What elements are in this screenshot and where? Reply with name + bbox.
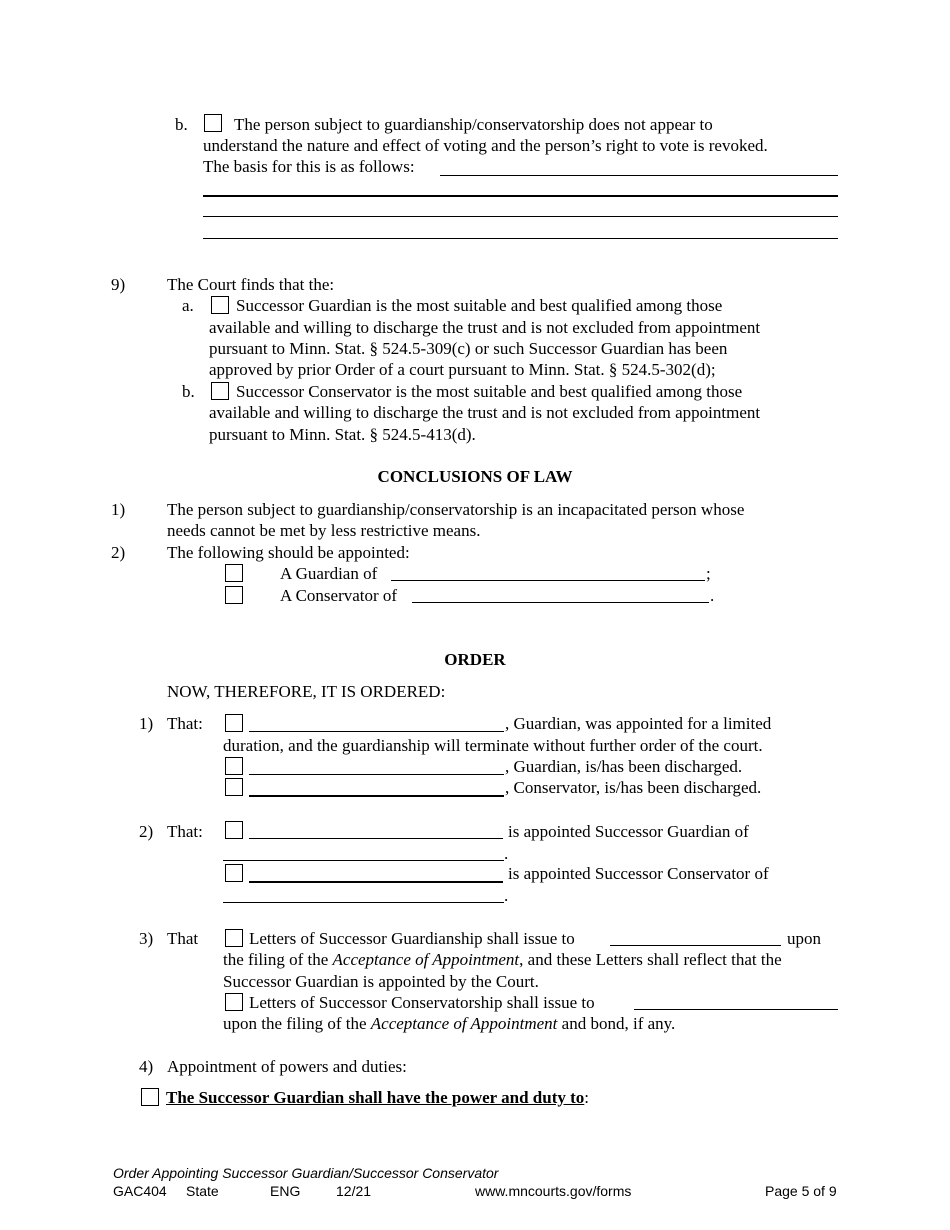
discharged-guardian-name-field[interactable] — [249, 774, 504, 775]
item-9b-line2: available and willing to discharge the trust and is not excluded from appointment — [209, 403, 761, 422]
discharged-conservator-name-field[interactable] — [249, 795, 504, 797]
order-2b-text: is appointed Successor Conservator of — [508, 864, 769, 883]
order-3a-upon: upon — [787, 929, 821, 948]
successor-conservator-suitable-checkbox[interactable] — [211, 382, 229, 400]
letters-guardianship-checkbox[interactable] — [225, 929, 243, 947]
conservator-of-label: A Conservator of — [280, 586, 398, 605]
order-1c-text: , Conservator, is/has been discharged. — [505, 778, 762, 797]
powers-heading-colon: : — [584, 1088, 590, 1107]
successor-conservator-of-field[interactable] — [223, 902, 504, 903]
item-9b-line3: pursuant to Minn. Stat. § 524.5-413(d). — [209, 425, 476, 444]
footer-date: 12/21 — [336, 1183, 372, 1199]
guardian-of-end: ; — [706, 564, 711, 583]
item-9a-marker: a. — [182, 296, 194, 315]
order-4-number: 4) — [139, 1057, 154, 1076]
successor-conservator-appointed-checkbox[interactable] — [225, 864, 243, 882]
guardian-of-field[interactable] — [391, 580, 705, 581]
footer-page-number: Page 5 of 9 — [765, 1183, 837, 1199]
successor-guardian-name-field[interactable] — [249, 838, 503, 839]
order-3a-line3: Successor Guardian is appointed by the Court. — [223, 972, 539, 991]
conclusion-2-text: The following should be appointed: — [167, 543, 410, 562]
order-1-that: That: — [167, 714, 203, 733]
order-1a-line2: duration, and the guardianship will terminate without further order of the court. — [223, 736, 763, 755]
conservator-of-field[interactable] — [412, 602, 709, 603]
item-9-intro: The Court finds that the: — [167, 275, 335, 294]
order-3b-line2 — [223, 1013, 675, 1034]
item-9a-line1: Successor Guardian is the most suitable and best qualified among those — [236, 296, 723, 315]
order-1-number: 1) — [139, 714, 154, 733]
successor-guardian-of-field[interactable] — [223, 860, 504, 861]
item-9a-line2: available and willing to discharge the trust and is not excluded from appointment — [209, 318, 761, 337]
conclusions-heading: CONCLUSIONS OF LAW — [377, 467, 573, 486]
conclusion-2-number: 2) — [111, 543, 126, 562]
item-9-number: 9) — [111, 275, 126, 294]
conclusion-1-line1: The person subject to guardianship/conservatorship is an incapacitated person whose — [167, 500, 745, 519]
order-3a-text: Letters of Successor Guardianship shall issue to — [249, 929, 575, 948]
letters-conservatorship-checkbox[interactable] — [225, 993, 243, 1011]
order-4-text: Appointment of powers and duties: — [167, 1057, 407, 1076]
order-1a-text: , Guardian, was appointed for a limited — [505, 714, 772, 733]
order-2a-end: . — [504, 844, 509, 863]
item-9b-line1: Successor Conservator is the most suitable and best qualified among those — [236, 382, 743, 401]
successor-guardian-suitable-checkbox[interactable] — [211, 296, 229, 314]
powers-heading — [166, 1087, 589, 1108]
item-8b-line1: The person subject to guardianship/conservatorship does not appear to — [234, 115, 713, 134]
powers-heading-text: The Successor Guardian shall have the power and duty to — [166, 1088, 585, 1107]
order-3a-line2-italic: Acceptance of Appointment — [332, 950, 520, 969]
successor-guardian-appointed-checkbox[interactable] — [225, 821, 243, 839]
appoint-conservator-checkbox[interactable] — [225, 586, 243, 604]
item-8b-marker: b. — [175, 115, 188, 134]
item-9a-line3: pursuant to Minn. Stat. § 524.5-309(c) or such Successor Guardian has been — [209, 339, 728, 358]
voting-basis-field[interactable] — [440, 175, 838, 176]
footer-form-code: GAC404 — [113, 1183, 167, 1199]
order-intro: NOW, THEREFORE, IT IS ORDERED: — [167, 682, 446, 701]
item-9a-line4: approved by prior Order of a court pursuant to Minn. Stat. § 524.5-302(d); — [209, 360, 716, 379]
item-8b-line2: understand the nature and effect of voting and the person’s right to vote is revoked. — [203, 136, 768, 155]
order-3b-line2-pre: upon the filing of the — [223, 1014, 371, 1033]
footer-language: ENG — [270, 1183, 301, 1199]
voting-basis-line-2[interactable] — [203, 195, 838, 197]
order-2-that: That: — [167, 822, 203, 841]
footer-form-title: Order Appointing Successor Guardian/Successor Conservator — [113, 1165, 499, 1181]
order-3b-text: Letters of Successor Conservatorship shall issue to — [249, 993, 595, 1012]
item-8b-line3: The basis for this is as follows: — [203, 157, 415, 176]
footer-jurisdiction: State — [186, 1183, 219, 1199]
letters-conservatorship-recipient-field[interactable] — [634, 1009, 838, 1010]
appoint-guardian-checkbox[interactable] — [225, 564, 243, 582]
order-3a-line2-pre: the filing of the — [223, 950, 333, 969]
order-3b-line2-post: and bond, if any. — [557, 1014, 676, 1033]
order-2a-text: is appointed Successor Guardian of — [508, 822, 749, 841]
item-9b-marker: b. — [182, 382, 195, 401]
footer-url[interactable]: www.mncourts.gov/forms — [475, 1183, 632, 1199]
limited-guardian-name-field[interactable] — [249, 731, 504, 732]
voting-basis-line-3[interactable] — [203, 216, 838, 217]
letters-guardianship-recipient-field[interactable] — [610, 945, 781, 946]
guardian-of-label: A Guardian of — [280, 564, 378, 583]
guardian-discharged-checkbox[interactable] — [225, 757, 243, 775]
limited-guardian-checkbox[interactable] — [225, 714, 243, 732]
conclusion-1-line2: needs cannot be met by less restrictive means. — [167, 521, 481, 540]
order-3a-line2 — [223, 949, 782, 970]
order-3b-line2-italic: Acceptance of Appointment — [370, 1014, 558, 1033]
order-3-that: That — [167, 929, 199, 948]
order-1b-text: , Guardian, is/has been discharged. — [505, 757, 743, 776]
order-3-number: 3) — [139, 929, 154, 948]
conclusion-1-number: 1) — [111, 500, 126, 519]
successor-guardian-powers-checkbox[interactable] — [141, 1088, 159, 1106]
order-heading: ORDER — [444, 650, 506, 669]
voting-revoked-checkbox[interactable] — [204, 114, 222, 132]
order-2b-end: . — [504, 886, 509, 905]
conservator-of-end: . — [710, 586, 715, 605]
conservator-discharged-checkbox[interactable] — [225, 778, 243, 796]
voting-basis-line-4[interactable] — [203, 238, 838, 239]
successor-conservator-name-field[interactable] — [249, 881, 503, 883]
order-3a-line2-post: , and these Letters shall reflect that the — [519, 950, 782, 969]
order-2-number: 2) — [139, 822, 154, 841]
